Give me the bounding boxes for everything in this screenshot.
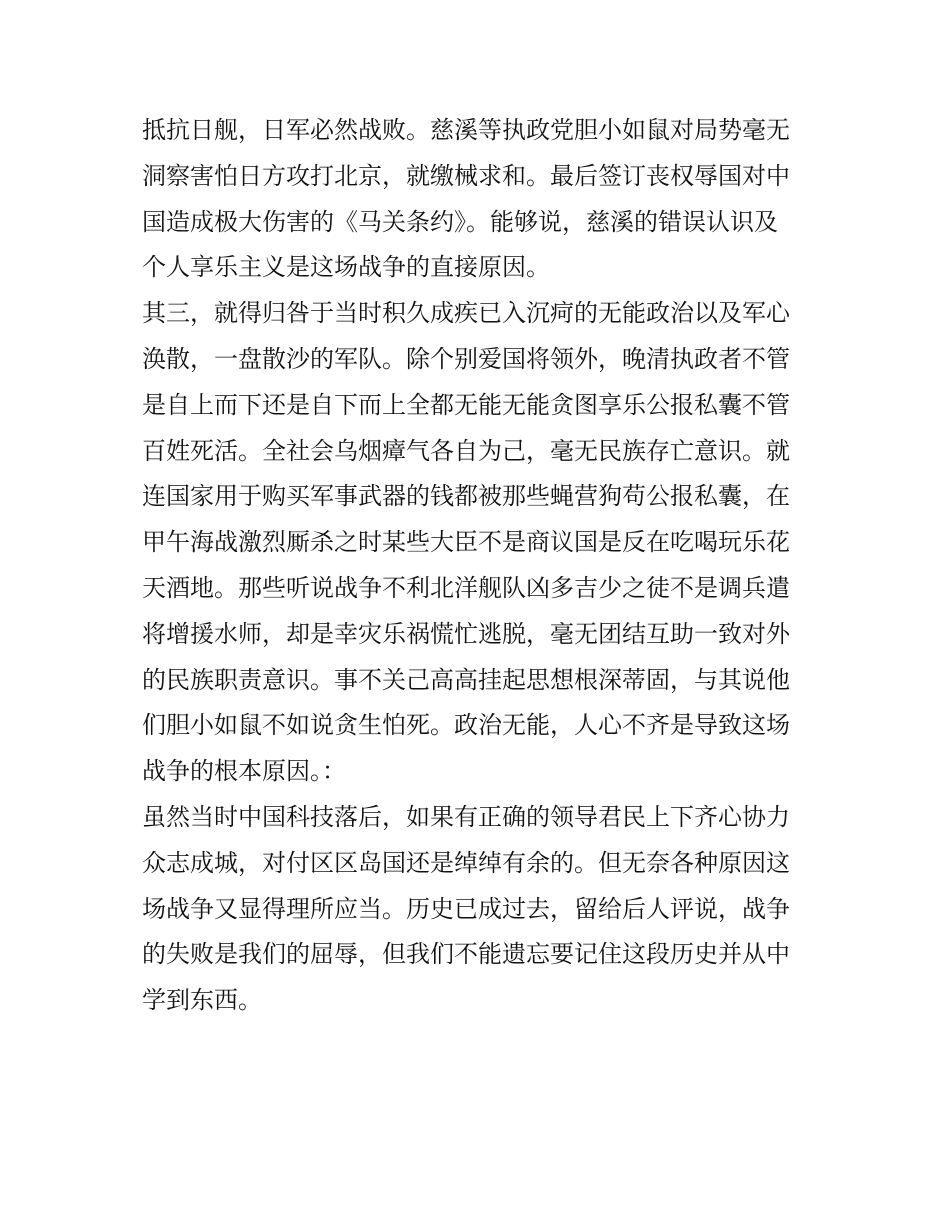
text-line: 个人享乐主义是这场战争的直接原因。: [142, 253, 550, 282]
text-line: 的失败是我们的屈辱，但我们不能遗忘要记住这段历史并从中: [142, 940, 790, 969]
text-line: 国造成极大伤害的《马关条约》。能够说，慈溪的错误认识及: [142, 207, 778, 236]
text-line: 连国家用于购买军事武器的钱都被那些蝇营狗苟公报私囊，在: [142, 482, 790, 511]
text-line: 百姓死活。全社会乌烟瘴气各自为己，毫无民族存亡意识。就: [142, 436, 790, 465]
text-line: 场战争又显得理所应当。历史已成过去，留给后人评说，战争: [142, 894, 790, 923]
text-line: 战争的根本原因。：: [142, 757, 346, 786]
text-line: 是自上而下还是自下而上全都无能无能贪图享乐公报私囊不管: [142, 390, 790, 419]
text-line: 学到东西。: [142, 986, 262, 1015]
text-line: 涣散，一盘散沙的军队。除个别爱国将领外，晚清执政者不管: [142, 344, 790, 373]
body-text: [142, 108, 812, 1024]
text-line: 洞察害怕日方攻打北京，就缴械求和。最后签订丧权辱国对中: [142, 161, 790, 190]
text-line: 天酒地。那些听说战争不利北洋舰队凶多吉少之徒不是调兵遣: [142, 573, 790, 602]
text-line: 将增援水师，却是幸灾乐祸慌忙逃脱，毫无团结互助一致对外: [142, 619, 790, 648]
text-line: 众志成城，对付区区岛国还是绰绰有余的。但无奈各种原因这: [142, 848, 790, 877]
text-line: 其三，就得归咎于当时积久成疾已入沉疴的无能政治以及军心: [142, 299, 790, 328]
text-line: 们胆小如鼠不如说贪生怕死。政治无能，人心不齐是导致这场: [142, 711, 790, 740]
text-line: 抵抗日舰，日军必然战败。慈溪等执政党胆小如鼠对局势毫无: [142, 116, 790, 144]
text-line: 的民族职责意识。事不关己高高挂起思想根深蒂固，与其说他: [142, 665, 790, 694]
text-line: 甲午海战激烈厮杀之时某些大臣不是商议国是反在吃喝玩乐花: [142, 528, 790, 557]
text-line: 虽然当时中国科技落后，如果有正确的领导君民上下齐心协力: [142, 802, 790, 831]
